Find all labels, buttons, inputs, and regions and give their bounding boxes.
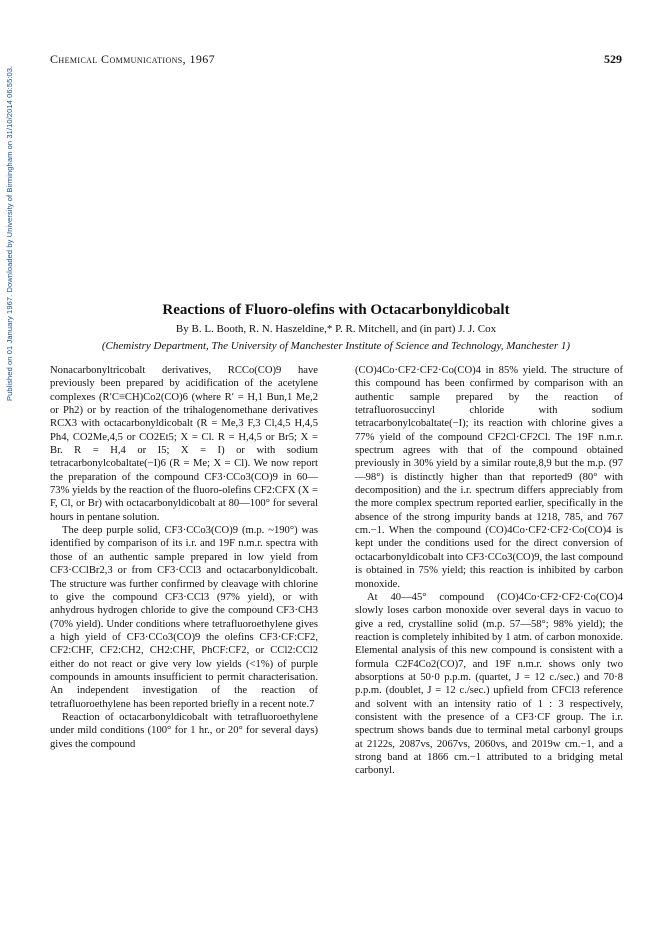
paragraph: At 40—45° compound (CO)4Co·CF2·CF2·Co(CO)4 slowly loses carbon monoxide over several days in vacuo to give a red, crystalline solid (m.p. 57—58°; 98% yield); the reaction is completely inhibited by 1 atm. of carbon monoxide. Elemental analysis of this new compound is consistent with a formula C2F4Co2(CO)7, and 19F n.m.r. shows only two absorptions at 50·0 p.p.m. (quartet, J = 12 c./sec.) and 70·8 p.p.m. (doublet, J = 12 c./sec.) upfield from CFCl3 reference and solvent with an intensity ratio of 1 : 3 respectively, consistent with the presence of a CF3·CF group. The i.r. spectrum shows bands due to terminal metal carbonyl groups at 2122s, 2087vs, 2067vs, 2060vs, and 2019w cm.−1, and a strong band at 1866 cm.−1 attributed to a bridging metal carbonyl. bbox=[355, 591, 623, 777]
paragraph: Reaction of octacarbonyldicobalt with tetrafluoroethylene under mild conditions (100° for 1 hr., or 20° for several days) gives the compound bbox=[50, 711, 318, 750]
article-affiliation: (Chemistry Department, The University of Manchester Institute of Science and Technology, Manchester 1) bbox=[101, 340, 571, 352]
paragraph: Nonacarbonyltricobalt derivatives, RCCo(CO)9 have previously been prepared by acidification of the acetylene complexes (R′C≡CH)Co2(CO)6 (where R′ = H,1 Bun,1 Me,2 or Ph2) or by reaction of the trihalogenomethane derivatives RCX3 with octacarbonyldicobalt (R = Me,3 F,3 Cl,4,5 H,4,5 Ph4, CO2Me,4,5 or CO2Et5; X = Cl. R = H,4,5 or Br5; X = Br. R = H,4 or I5; X = I) or with sodium tetracarbonylcobaltate(−I)6 (R = Me; X = Cl). We now report the preparation of the compound CF3·CCo3(CO)9 in 60—73% yields by the reaction of the fluoro-olefins CF2:CFX (X = F, Cl, or Br) with octacarbonyldicobalt at 80—100° for several hours in pentane solution. bbox=[50, 365, 318, 523]
journal-header: Chemical Communications, 1967 bbox=[50, 52, 216, 66]
right-column bbox=[355, 364, 623, 778]
article-title: Reactions of Fluoro-olefins with Octacarbonyldicobalt bbox=[162, 302, 510, 318]
paragraph: The deep purple solid, CF3·CCo3(CO)9 (m.p. ~190°) was identified by comparison of its i.r. and 19F n.m.r. spectra with those of an authentic sample prepared in low yield from CF3·CClBr2,3 or from CF3·CCl3 and octacarbonyldicobalt. The structure was further confirmed by cleavage with chlorine to give the compound CF3·CCl3 (97% yield), or with anhydrous hydrogen chloride to give the compound CF3·CH3 (70% yield). Under conditions where tetrafluoroethylene gives a high yield of CF3·CCo3(CO)9 the olefins CF3·CF:CF2, CF2:CHF, CF2:CH2, CH2:CHF, PhCF:CF2, or CCl2:CCl2 either do not react or give very low yields (<1%) of purple compounds in amounts insufficient to permit characterisation. An independent investigation of the reaction of tetrafluoroethylene has been reported briefly in a recent note.7 bbox=[50, 525, 318, 710]
page-number: 529 bbox=[604, 52, 622, 66]
left-column bbox=[50, 364, 318, 751]
paragraph: (CO)4Co·CF2·CF2·Co(CO)4 in 85% yield. The structure of this compound has been confirmed by comparison with an authentic sample prepared by the reaction of tetrafluorosuccinyl chloride with sodium tetracarbonylcobaltate(−I); its reaction with chlorine gives a 77% yield of the compound CF2Cl·CF2Cl. The 19F n.m.r. spectrum agrees with that of the compound obtained previously in 30% yield by a similar route,8,9 but the m.p. (97—98°) is distinctly higher than that reported9 (80° with decomposition) and the i.r. spectrum differs appreciably from the more complex spectrum reported earlier, specifically in the absence of the strong impurity bands at 1218, 785, and 767 cm.−1. When the compound (CO)4Co·CF2·CF2·Co(CO)4 is kept under the conditions used for the direct conversion of octacarbonyldicobalt into CF3·CCo3(CO)9, the last compound is obtained in 75% yield; this reaction is inhibited by carbon monoxide. bbox=[355, 365, 623, 590]
article-authors: By B. L. Booth, R. N. Haszeldine,* P. R. Mitchell, and (in part) J. J. Cox bbox=[175, 323, 497, 335]
download-note: Published on 01 January 1967. Downloaded by University of Birmingham on 31/10/2014 06:55:03. bbox=[5, 65, 14, 401]
